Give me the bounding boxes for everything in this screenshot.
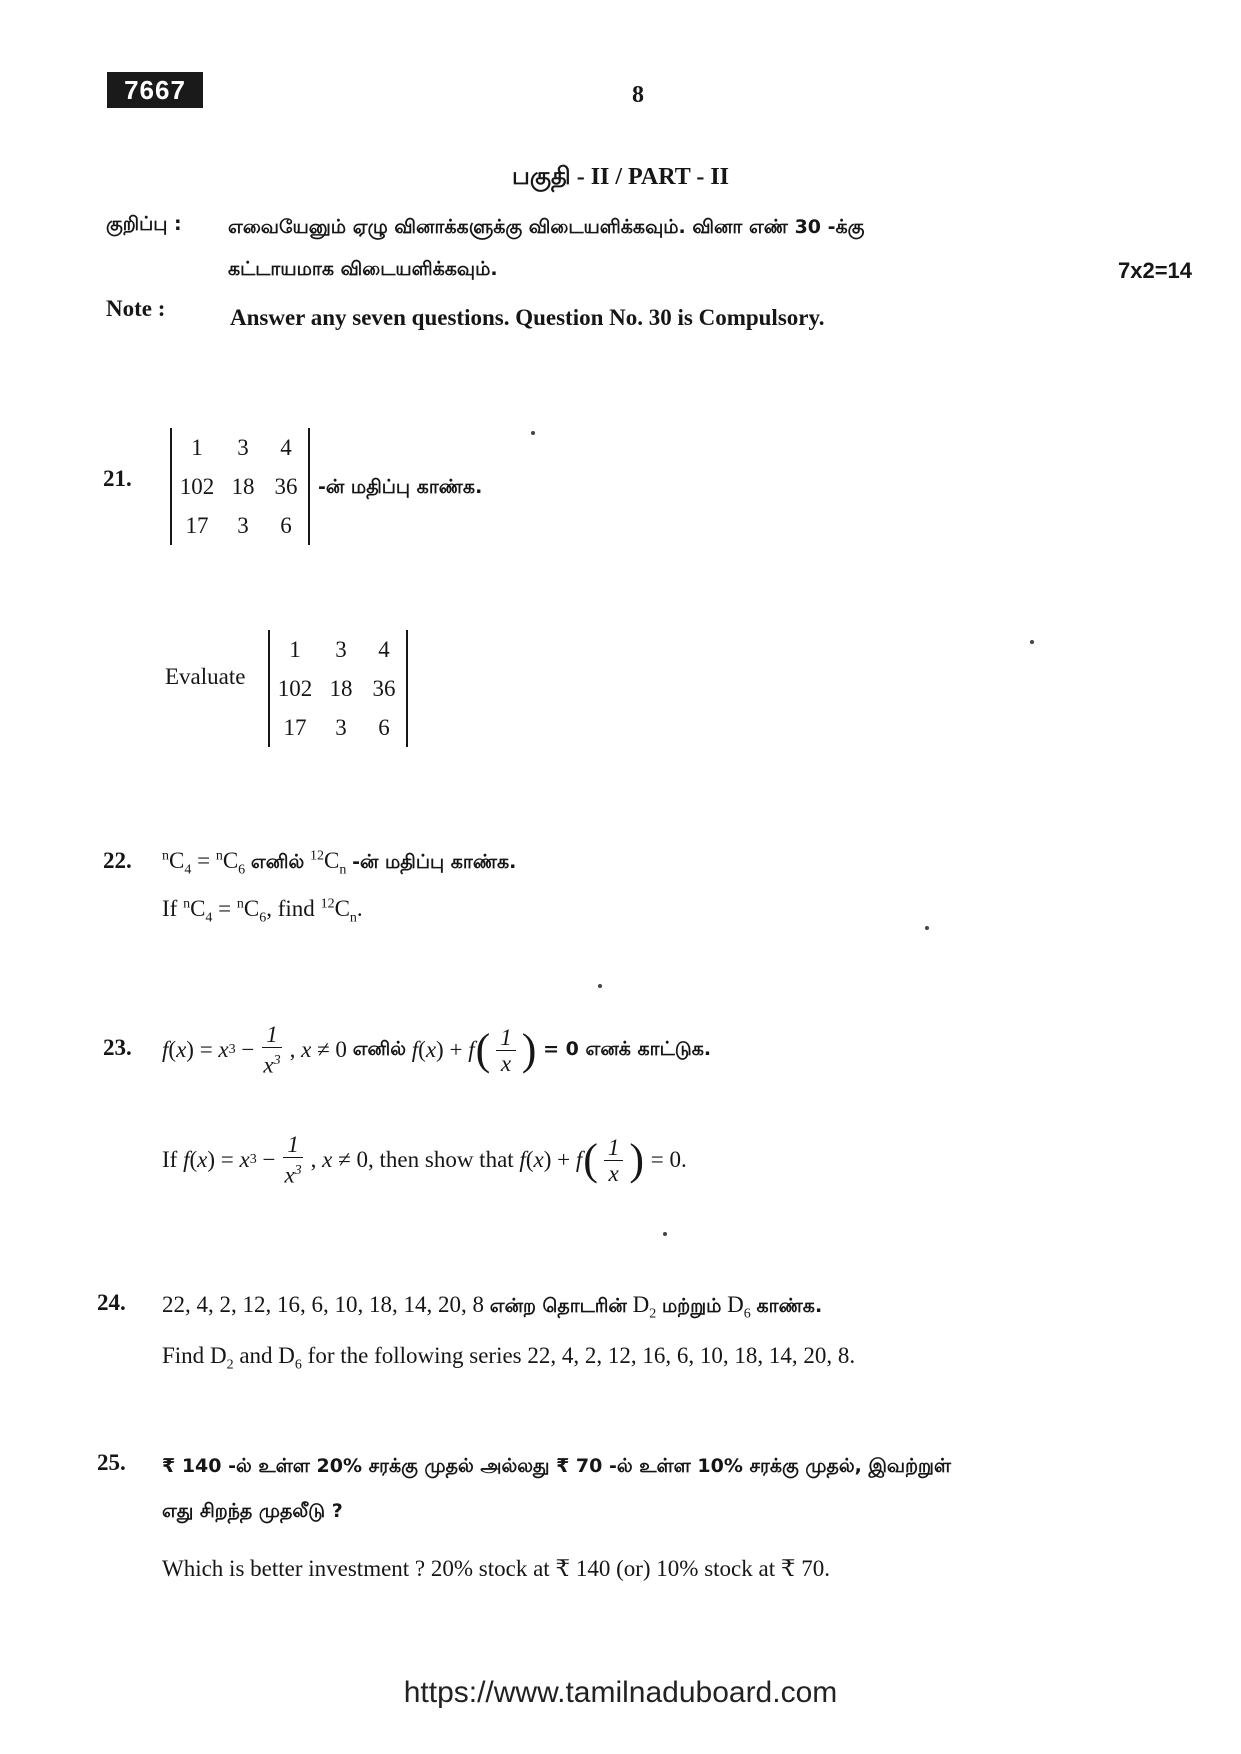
fraction: $\frac{1}{x}$ [604,1135,624,1186]
question-text-tamil [162,1452,951,1480]
fraction: $\frac{1}{x^3}$ [284,1132,302,1188]
footer-url[interactable]: https://www.tamilnaduboard.com [403,1676,838,1709]
question-number: 22. [103,848,132,873]
math-expression: $^nC_4 = ^nC_6$ [162,848,246,878]
series-values: 22, 4, 2, 12, 16, 6, 10, 18, 14, 20, 8 [162,1292,484,1317]
question-text-tamil: 22, 4, 2, 12, 16, 6, 10, 18, 14, 20, 8 என்ற தொடரின் $D_2$ மற்றும் $D_6$ காண்க. [162,1292,823,1322]
matrix-cell: 17 [185,513,209,538]
matrix-cell: 17 [283,715,307,740]
matrix-cell: 18 [329,676,353,701]
question-text-tamil: f ( x ) = x 3 − $\frac{1}{x^3}$ , x ≠ 0 எனில் f ( x ) + f ( $\frac{1}{x}$ ) = 0 எனக் காட்டுக. [162,1022,712,1078]
english-note-label: Note : [106,296,166,321]
question-number: 25. [97,1450,126,1475]
english-word: If [162,896,178,921]
scan-speck [1030,640,1034,644]
fraction: $\frac{1}{x}$ [496,1025,516,1076]
scan-speck [663,1232,667,1236]
matrix-cell: 3 [335,715,347,740]
matrix-cell: 3 [237,435,249,460]
tamil-word: காண்க. [756,1295,823,1317]
matrix-cell: 3 [237,513,249,538]
tamil-word: எனில் [250,851,305,873]
english-note-text: Answer any seven questions. Question No. 30 is Compulsory. [230,305,825,330]
fraction: $\frac{1}{x^3}$ [263,1022,281,1078]
matrix-cell: 4 [378,637,390,662]
matrix-cell: 36 [372,676,396,701]
scan-speck [598,984,602,988]
tamil-line: ₹ 140 -ல் உள்ள 20% சரக்கு முதல் அல்லது ₹ 70 -ல் உள்ள 10% சரக்கு முதல், இவற்றுள் [162,1455,952,1477]
matrix-cell: 1 [289,637,301,662]
scan-speck [531,431,535,435]
question-text-english: If f ( x ) = x 3 − $\frac{1}{x^3}$ , x ≠ 0, then show that f ( x ) + f ( $\frac{1}{x}$ ) = 0. [162,1132,687,1188]
question-text-tamil: எது சிறந்த முதலீடு ? [162,1500,343,1522]
math-expression: $^nC_4 = ^nC_6$, [183,896,272,926]
matrix-cell: 36 [274,474,298,499]
english-word: for the following series 22, 4, 2, 12, 16, 6, 10, 18, 14, 20, 8. [307,1343,856,1368]
matrix-cell: 1 [191,435,203,460]
math-expression: $^{12}C_n$ [310,848,347,878]
matrix-cell: 3 [335,637,347,662]
matrix-cell: 102 [277,676,313,701]
question-text-tamil: -ன் மதிப்பு காண்க. [318,476,483,498]
page-number: 8 [632,82,644,108]
question-number: 21. [103,466,132,491]
tamil-word: = 0 எனக் காட்டுக. [543,1037,712,1060]
english-word: and [239,1343,273,1368]
english-word: find [277,896,315,921]
tamil-note-line-2: கட்டாயமாக விடையளிக்கவும். [228,258,498,280]
question-number: 23. [103,1035,132,1060]
matrix-cell: 102 [179,474,215,499]
question-text-english: Find $D_2$ and $D_6$ for the following series 22, 4, 2, 12, 16, 6, 10, 18, 14, 20, 8. [162,1343,856,1373]
paper-code-badge: 7667 [107,72,203,108]
english-word: If [162,1147,178,1172]
tamil-word: மற்றும் [662,1295,722,1317]
marks-allocation: 7x2=14 [1118,258,1193,283]
matrix-cell: 6 [280,513,292,538]
scan-speck [925,926,929,930]
tamil-word: -ன் மதிப்பு காண்க. [352,851,517,873]
question-text-english: Which is better investment ? 20% stock at ₹ 140 (or) 10% stock at ₹ 70. [162,1556,830,1581]
matrix-cell: 6 [378,715,390,740]
question-text-english: Evaluate [165,664,246,689]
question-text-tamil [162,848,516,879]
math-expression: f [162,1037,169,1062]
matrix-cell: 4 [280,435,292,460]
question-number: 24. [97,1290,126,1315]
matrix-cell: 18 [231,474,255,499]
determinant-matrix [170,428,310,545]
tamil-note-line-1: எவையேனும் ஏழு வினாக்களுக்கு விடையளிக்கவும். வினா எண் 30 -க்கு [228,216,865,238]
tamil-note-label: குறிப்பு : [106,213,182,235]
tamil-word: என்ற தொடரின் [489,1295,627,1317]
english-word: = 0. [650,1147,687,1172]
question-text-english [162,896,363,927]
math-expression: $^{12}C_n$. [320,896,363,926]
english-word: then show that [379,1147,514,1172]
tamil-word: எனில் [352,1037,407,1060]
determinant-matrix [268,630,408,747]
english-word: Find [162,1343,205,1368]
part-heading: பகுதி - II / PART - II [512,164,729,190]
